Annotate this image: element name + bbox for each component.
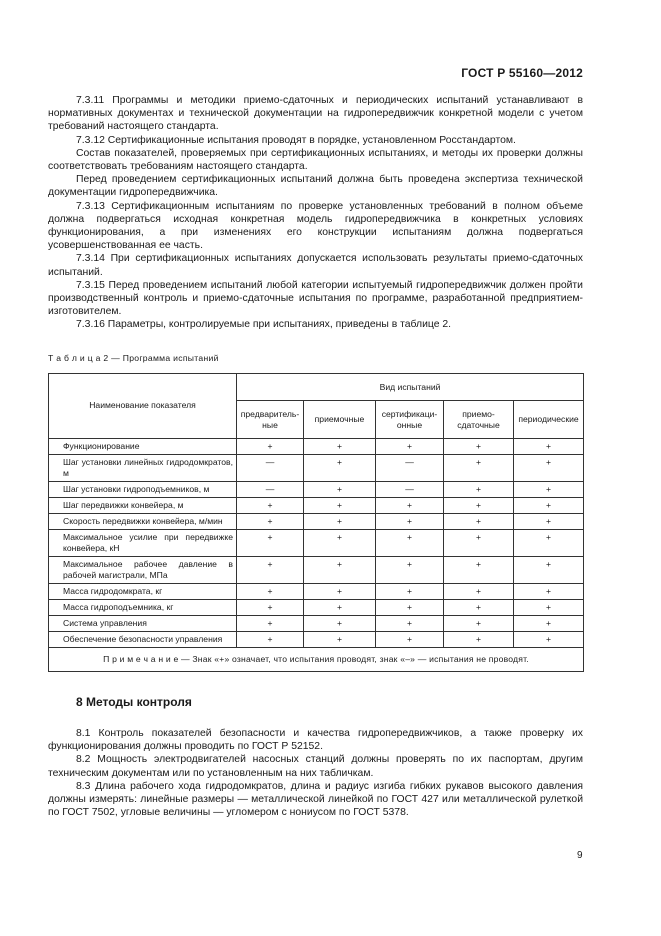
row-mark: + (376, 631, 444, 647)
table-row (49, 556, 584, 583)
row-mark: + (376, 438, 444, 454)
row-mark: + (304, 454, 376, 481)
row-mark: + (304, 631, 376, 647)
paragraph-expertise: Перед проведением сертификационных испытаний должна быть проведена экспертиза технической документации гидропередвижчика. (48, 174, 583, 199)
table-row (49, 481, 584, 497)
row-mark: + (514, 615, 584, 631)
table-row (49, 631, 584, 647)
paragraph-7-3-12: 7.3.12 Сертификационные испытания проводят в порядке, установленном Росстандартом. (76, 134, 516, 146)
row-indicator-name: Максимальное рабочее давление в рабочей магистрали, МПа (49, 556, 237, 583)
row-mark: + (444, 481, 514, 497)
table-row (49, 438, 584, 454)
row-mark: + (514, 497, 584, 513)
row-mark: + (304, 481, 376, 497)
row-indicator-name: Шаг установки гидроподъемников, м (49, 481, 237, 497)
table-row (49, 529, 584, 556)
row-mark: + (376, 599, 444, 615)
row-mark: + (304, 529, 376, 556)
document-code: ГОСТ Р 55160—2012 (461, 66, 583, 80)
test-program-table (48, 373, 584, 672)
header-acceptance: приемочные (304, 401, 376, 439)
paragraph-8-1: 8.1 Контроль показателей безопасности и качества гидропередвижчиков, а также проверку их функционирования должны проводить по ГОСТ Р 52152. (48, 728, 583, 753)
row-mark: + (514, 599, 584, 615)
row-mark: + (304, 615, 376, 631)
row-mark: + (514, 529, 584, 556)
header-indicator-name: Наименование показателя (49, 373, 237, 438)
row-mark: + (376, 583, 444, 599)
row-mark: + (514, 556, 584, 583)
row-mark: + (514, 454, 584, 481)
header-delivery-acceptance: приемо-сдаточные (444, 401, 514, 439)
row-mark: + (376, 556, 444, 583)
page-content (48, 94, 583, 819)
row-mark: + (304, 497, 376, 513)
row-mark: + (514, 513, 584, 529)
row-mark: + (304, 599, 376, 615)
row-indicator-name: Скорость передвижки конвейера, м/мин (49, 513, 237, 529)
row-mark: + (376, 513, 444, 529)
row-mark: + (304, 556, 376, 583)
header-test-types: Вид испытаний (237, 373, 584, 400)
paragraph-8-3: 8.3 Длина рабочего хода гидродомкратов, длина и радиус изгиба гибких рукавов высокого давления должны измерять: линейные размеры — металлической линейкой по ГОСТ 427 или металлической рулеткой по ГОСТ 7502, угловые величины — угломером с нониусом по ГОСТ 5378. (48, 780, 583, 819)
paragraph-7-3-14: 7.3.14 При сертификационных испытаниях допускается использовать результаты приемо-сдаточных испытаний. (48, 253, 583, 278)
row-indicator-name: Система управления (49, 615, 237, 631)
section-title: 8 Методы контроля (76, 694, 192, 709)
table-row (49, 615, 584, 631)
table-row (49, 454, 584, 481)
row-mark: + (444, 583, 514, 599)
header-periodic: периодические (514, 401, 584, 439)
row-mark: + (376, 615, 444, 631)
row-mark: + (514, 481, 584, 497)
row-mark: + (376, 529, 444, 556)
row-mark: + (237, 513, 304, 529)
row-mark: + (237, 631, 304, 647)
row-mark: + (444, 497, 514, 513)
row-mark: + (237, 497, 304, 513)
row-mark: + (514, 438, 584, 454)
row-mark: + (237, 583, 304, 599)
table-caption: Т а б л и ц а 2 — Программа испытаний (48, 352, 219, 363)
row-mark: + (304, 438, 376, 454)
paragraph-7-3-16: 7.3.16 Параметры, контролируемые при испытаниях, приведены в таблице 2. (76, 319, 452, 331)
row-mark: + (376, 497, 444, 513)
paragraph-composition: Состав показателей, проверяемых при сертификационных испытаниях, и методы их проверки должны соответствовать требованиям настоящего стандарта. (48, 147, 583, 173)
row-mark: — (376, 454, 444, 481)
row-mark: + (237, 438, 304, 454)
row-mark: + (444, 513, 514, 529)
row-indicator-name: Шаг передвижки конвейера, м (49, 497, 237, 513)
table-row (49, 513, 584, 529)
row-mark: + (444, 438, 514, 454)
paragraph-8-2: 8.2 Мощность электродвигателей насосных станций должны проверять по их паспортам, другим техническим документам или по установленным на них табличкам. (48, 754, 583, 779)
page-number: 9 (577, 850, 583, 861)
row-mark: + (304, 583, 376, 599)
row-mark: + (514, 631, 584, 647)
paragraph-7-3-11: 7.3.11 Программы и методики приемо-сдаточных и периодических испытаний устанавливают в нормативных документах и технической документации на гидропередвижчик конкретной модели с учетом требований настоящего стандарта. (48, 95, 583, 133)
row-mark: + (444, 529, 514, 556)
table-row (49, 599, 584, 615)
row-mark: + (237, 615, 304, 631)
row-indicator-name: Шаг установки линейных гидродомкратов, м (49, 454, 237, 481)
table-row (49, 583, 584, 599)
row-mark: + (237, 556, 304, 583)
row-mark: + (514, 583, 584, 599)
row-mark: + (444, 599, 514, 615)
row-indicator-name: Обеспечение безопасности управления (49, 631, 237, 647)
table-row (49, 497, 584, 513)
row-mark: + (237, 599, 304, 615)
top-paragraphs (48, 94, 583, 332)
header-certification: сертификаци-онные (376, 401, 444, 439)
table-note: П р и м е ч а н и е — Знак «+» означает, что испытания проводят, знак «–» — испытания не проводят. (49, 647, 584, 671)
row-indicator-name: Функционирование (49, 438, 237, 454)
row-mark: + (444, 615, 514, 631)
row-mark: + (444, 631, 514, 647)
row-indicator-name: Максимальное усилие при передвижке конвейера, кН (49, 529, 237, 556)
row-mark: + (237, 529, 304, 556)
bottom-paragraphs (48, 727, 583, 819)
row-mark: + (444, 556, 514, 583)
row-mark: + (304, 513, 376, 529)
header-preliminary: предваритель-ные (237, 401, 304, 439)
table-body (49, 438, 584, 647)
row-indicator-name: Масса гидродомкрата, кг (49, 583, 237, 599)
row-mark: — (237, 454, 304, 481)
row-mark: + (444, 454, 514, 481)
row-mark: — (376, 481, 444, 497)
paragraph-7-3-15: 7.3.15 Перед проведением испытаний любой категории испытуемый гидропередвижчик должен пройти производственный контроль и приемо-сдаточные испытания по программе, разработанной предприятием-изготовителем. (48, 279, 583, 318)
row-indicator-name: Масса гидроподъемника, кг (49, 599, 237, 615)
row-mark: — (237, 481, 304, 497)
paragraph-7-3-13: 7.3.13 Сертификационным испытаниям по проверке установленных требований в полном объеме должна подвергаться исходная конкретная модель гидропередвижчика в конкретных условиях функционирования, а при изменениях его конструкции испытаниям должна подвергаться усовершенствованная ее часть. (48, 200, 583, 252)
